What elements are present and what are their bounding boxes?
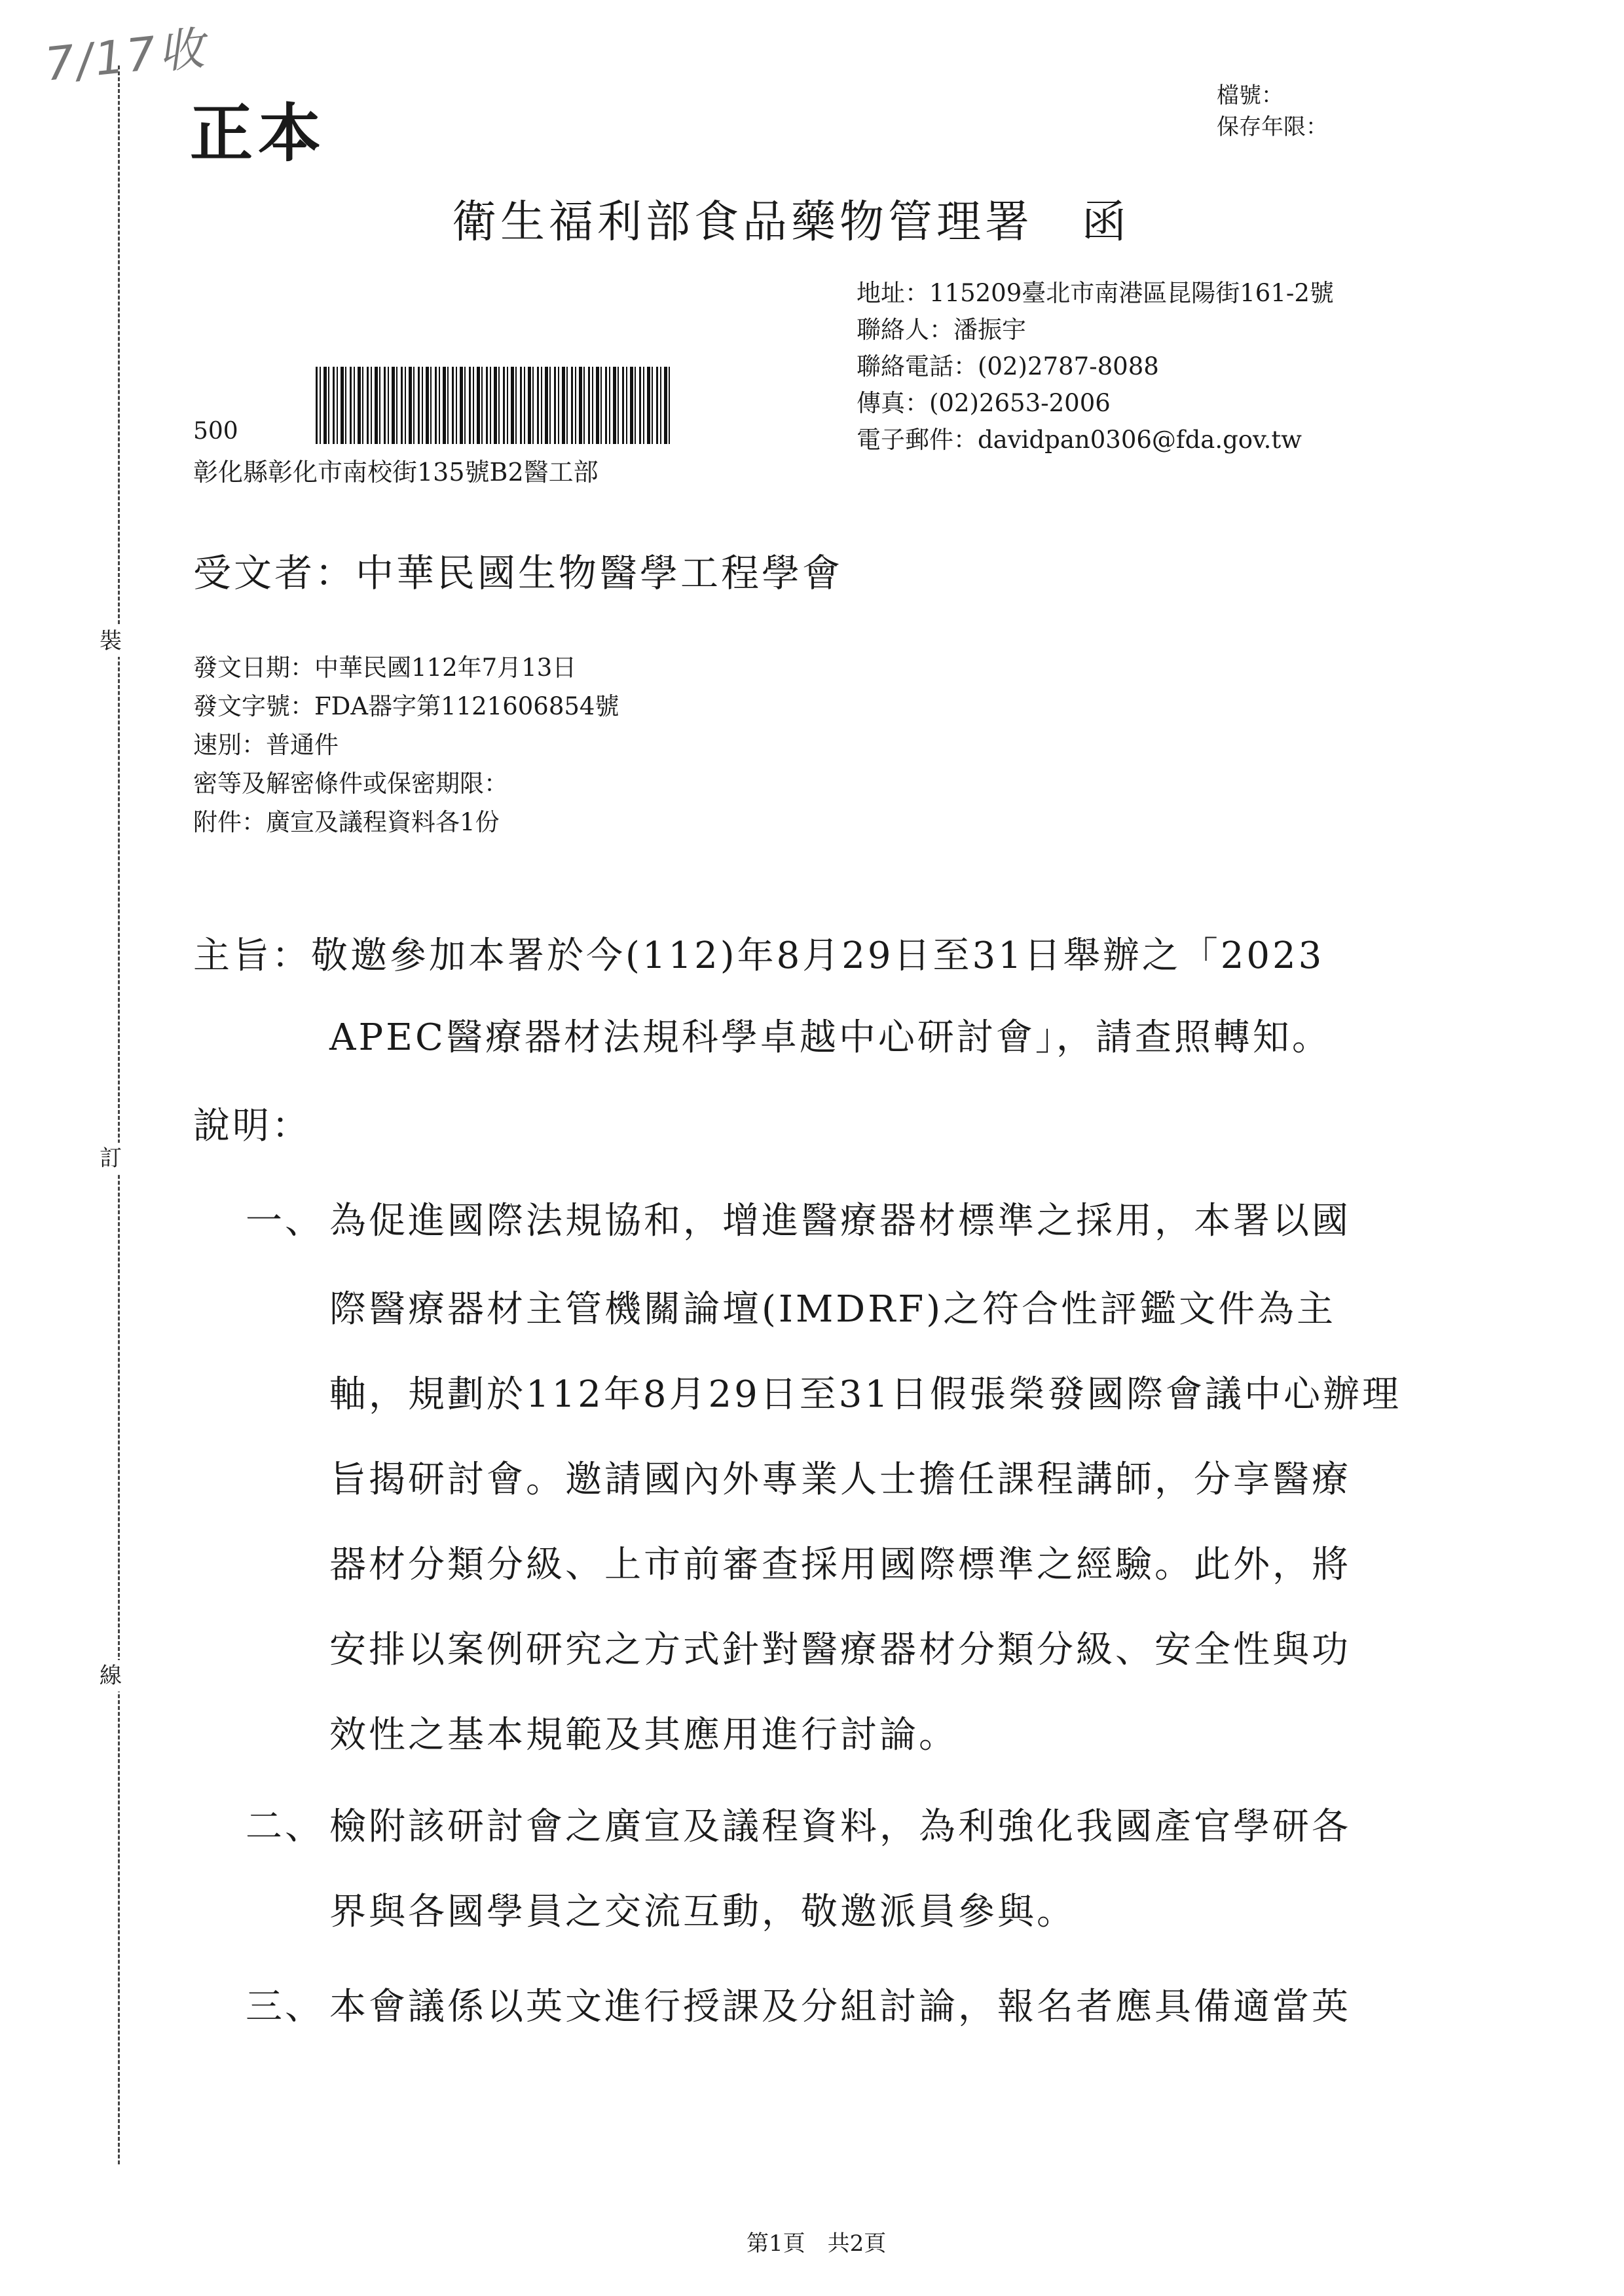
- document-meta: [193, 648, 619, 842]
- binding-line: [118, 65, 120, 2164]
- item-1-line: 旨揭研討會。邀請國內外專業人士擔任課程講師，分享醫療: [329, 1458, 1351, 1501]
- item-3-line: 本會議係以英文進行授課及分組討論，報名者應具備適當英: [329, 1986, 1351, 2028]
- subject-line-1: 主旨：敬邀參加本署於今(112)年8月29日至31日舉辦之「2023: [193, 935, 1325, 977]
- confidentiality: 密等及解密條件或保密期限：: [193, 769, 508, 798]
- document-number: 發文字號：FDA器字第1121606854號: [193, 692, 619, 720]
- item-1-line: 際醫療器材主管機關論壇(IMDRF)之符合性評鑑文件為主: [329, 1288, 1337, 1331]
- handwritten-note: 7/17收: [42, 21, 210, 92]
- contact-address: 地址：115209臺北市南港區昆陽街161-2號: [857, 279, 1334, 307]
- barcode: [316, 367, 673, 444]
- page-footer: 第1頁 共2頁: [747, 2231, 887, 2257]
- urgency: 速別：普通件: [193, 731, 339, 759]
- item-2-number: 二、: [246, 1805, 324, 1848]
- item-1-line: 為促進國際法規協和，增進醫療器材標準之採用，本署以國: [329, 1200, 1351, 1242]
- item-2-line: 檢附該研討會之廣宣及議程資料，為利強化我國產官學研各: [329, 1805, 1351, 1848]
- file-info: [1217, 80, 1328, 143]
- copy-mark: 正本: [190, 96, 326, 170]
- contact-email: 電子郵件：davidpan0306@fda.gov.tw: [857, 426, 1302, 454]
- item-2-line: 界與各國學員之交流互動，敬邀派員參與。: [329, 1891, 1076, 1933]
- contact-fax: 傳真：(02)2653-2006: [857, 389, 1111, 417]
- attachments: 附件：廣宣及議程資料各1份: [193, 808, 500, 836]
- item-1-number: 一、: [246, 1200, 324, 1242]
- file-number-label: 檔號：: [1217, 83, 1283, 109]
- retention-label: 保存年限：: [1217, 114, 1328, 140]
- recipient: 受文者：中華民國生物醫學工程學會: [193, 551, 843, 595]
- item-3-number: 三、: [246, 1986, 324, 2028]
- issue-date: 發文日期：中華民國112年7月13日: [193, 654, 577, 682]
- item-1-line: 安排以案例研究之方式針對醫療器材分類分級、安全性與功: [329, 1629, 1351, 1671]
- item-1-line: 效性之基本規範及其應用進行討論。: [329, 1714, 958, 1756]
- zip-code: 500: [193, 418, 238, 445]
- item-1-line: 器材分類分級、上市前審查採用國際標準之經驗。此外，將: [329, 1544, 1351, 1586]
- binding-mark-ding: 訂: [100, 1143, 122, 1174]
- sender-contact: [857, 275, 1334, 458]
- subject-line-2: APEC醫療器材法規科學卓越中心研討會」，請查照轉知。: [329, 1016, 1331, 1059]
- contact-phone: 聯絡電話：(02)2787-8088: [857, 352, 1159, 380]
- explanation-label: 說明：: [193, 1105, 311, 1147]
- contact-person: 聯絡人：潘振宇: [857, 316, 1026, 344]
- mailing-address: 彰化縣彰化市南校街135號B2醫工部: [193, 458, 599, 487]
- binding-mark-xian: 線: [100, 1660, 122, 1692]
- item-1-line: 軸，規劃於112年8月29日至31日假張榮發國際會議中心辦理: [329, 1373, 1402, 1416]
- document-title: 衛生福利部食品藥物管理署 函: [452, 196, 1131, 248]
- binding-mark-zhuang: 裝: [100, 625, 122, 657]
